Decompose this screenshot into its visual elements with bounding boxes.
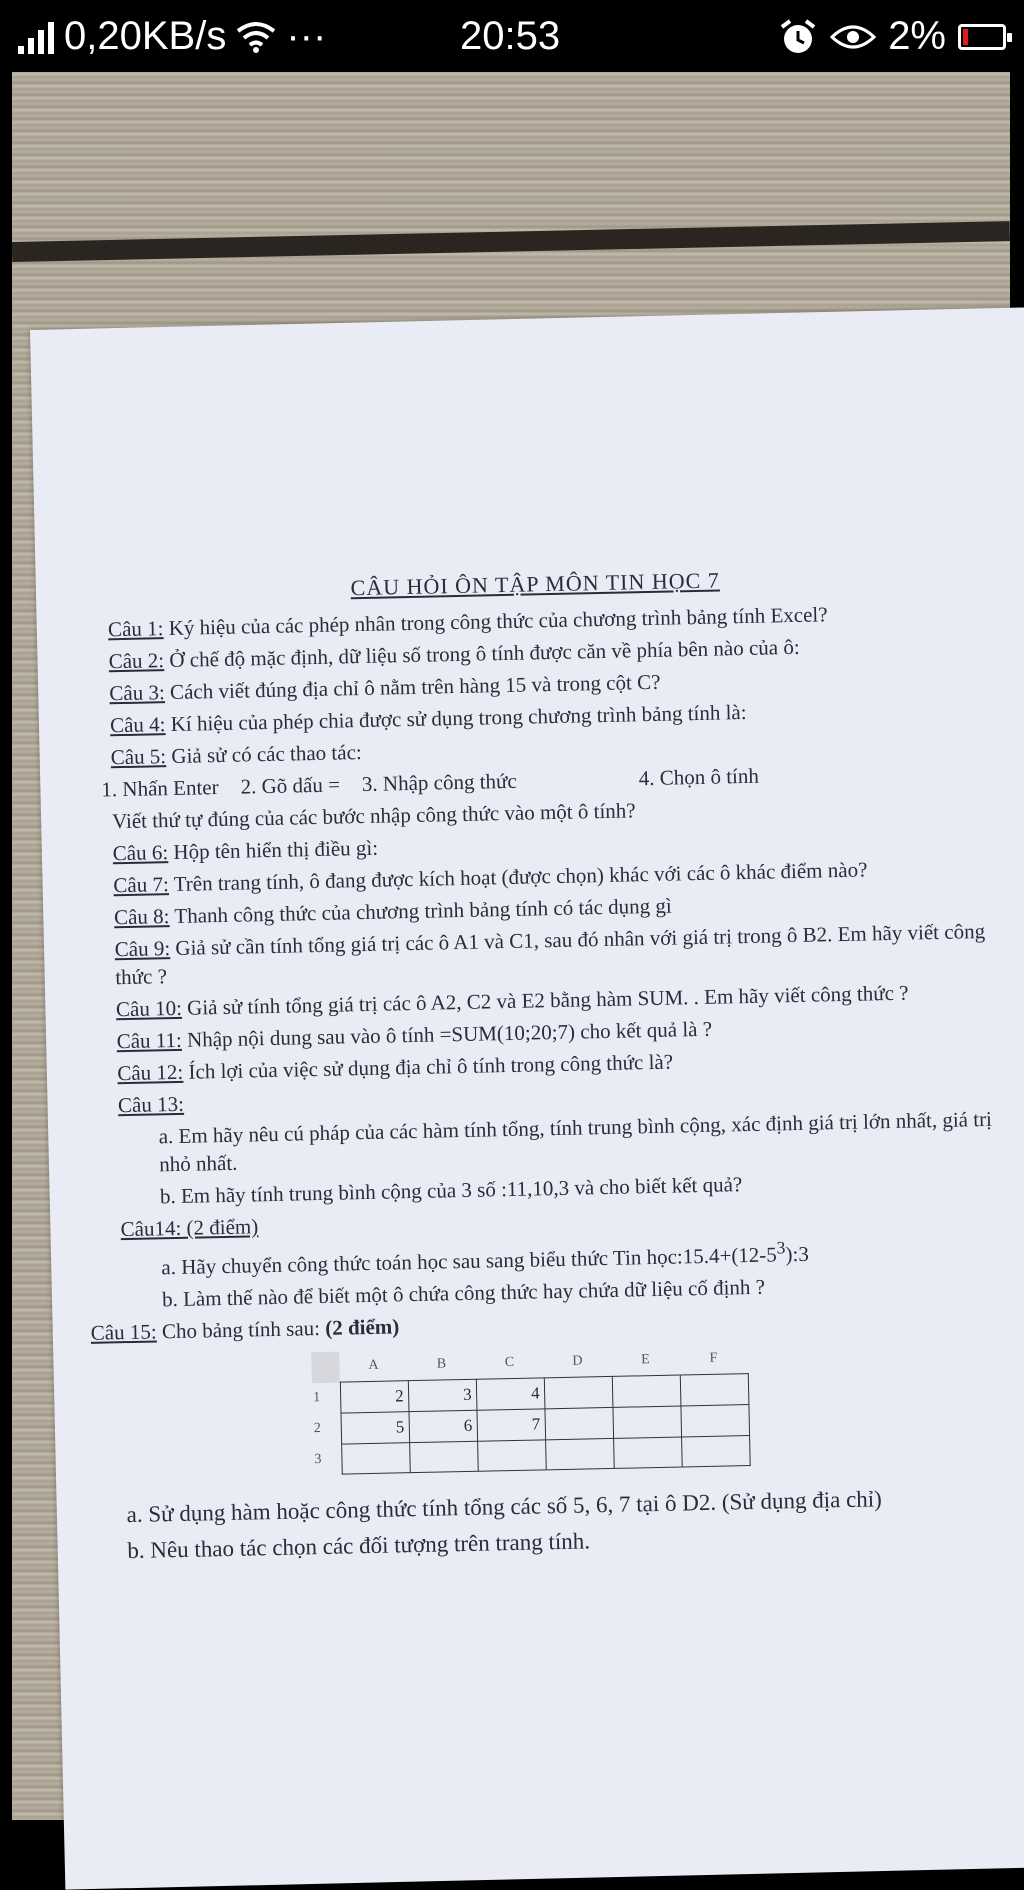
question-12: Câu 12: Ích lợi của việc sử dụng địa chỉ ô tính trong công thức là? bbox=[117, 1049, 674, 1086]
sheet-cell bbox=[681, 1436, 750, 1467]
sheet-cell bbox=[680, 1405, 749, 1437]
question-10: Câu 10: Giả sử tính tổng giá trị các ô A2, C2 và E2 bằng hàm SUM. . Em hãy viết công thức ? bbox=[115, 980, 909, 1022]
sheet-cell: 3 bbox=[408, 1379, 477, 1411]
question-11: Câu 11: Nhập nội dung sau vào ô tính =SUM(10;20;7) cho kết quả là ? bbox=[116, 1016, 713, 1054]
row-header: 2 bbox=[313, 1421, 321, 1437]
sheet-cell bbox=[612, 1406, 681, 1438]
clock: 20:53 bbox=[460, 14, 561, 58]
row-header: 1 bbox=[313, 1390, 321, 1406]
col-header: D bbox=[572, 1353, 583, 1369]
question-8: Câu 8: Thanh công thức của chương trình bảng tính có tác dụng gì bbox=[113, 893, 672, 930]
sheet-corner bbox=[311, 1352, 340, 1383]
sheet-cell bbox=[544, 1407, 613, 1439]
sheet-cell bbox=[612, 1375, 681, 1407]
col-header: C bbox=[504, 1354, 515, 1371]
battery-icon bbox=[958, 24, 1006, 50]
question-14b: b. Làm thế nào để biết một ô chứa công thức hay chứa dữ liệu cố định ? bbox=[161, 1274, 766, 1312]
wood-plank-gap bbox=[12, 221, 1010, 262]
sheet-cell: 6 bbox=[408, 1410, 477, 1442]
col-header: B bbox=[436, 1356, 447, 1372]
step-3: 3. Nhập công thức bbox=[361, 768, 517, 797]
sheet-cell: 2 bbox=[340, 1381, 409, 1413]
doc-title: CÂU HỎI ÔN TẬP MÔN TIN HỌC 7 bbox=[350, 567, 721, 601]
question-13b: b. Em hãy tính trung bình cộng của 3 số :11,10,3 và cho biết kết quả? bbox=[159, 1172, 743, 1209]
network-speed: 0,20KB/s bbox=[64, 14, 227, 58]
question-5: Câu 5: Giả sử có các thao tác: bbox=[110, 740, 362, 770]
question-15b: b. Nêu thao tác chọn các đối tượng trên trang tính. bbox=[127, 1528, 591, 1564]
question-13a: a. Em hãy nêu cú pháp của các hàm tính tổng, tính trung bình cộng, xác định giá trị lớn nhất, giá trị nhỏ nhất. bbox=[158, 1106, 993, 1177]
sheet-cell bbox=[544, 1376, 613, 1408]
sheet-cell: 7 bbox=[476, 1409, 545, 1441]
col-header: A bbox=[368, 1357, 379, 1374]
sheet-cell bbox=[613, 1437, 682, 1468]
document bbox=[75, 561, 1016, 1572]
question-15: Câu 15: Cho bảng tính sau: (2 điểm) bbox=[90, 1314, 400, 1345]
sheet-cell bbox=[545, 1438, 614, 1469]
sheet-cell: 5 bbox=[341, 1412, 410, 1444]
question-7: Câu 7: Trên trang tính, ô đang được kích hoạt (được chọn) khác với các ô khác điểm nào? bbox=[113, 857, 868, 898]
alarm-icon bbox=[778, 18, 818, 56]
step-1: 1. Nhấn Enter bbox=[101, 775, 219, 802]
question-4: Câu 4: Kí hiệu của phép chia được sử dụng trong chương trình bảng tính là: bbox=[109, 699, 747, 738]
sheet-cell bbox=[409, 1441, 478, 1472]
question-6: Câu 6: Hộp tên hiển thị điều gì: bbox=[112, 835, 379, 866]
question-9: Câu 9: Giả sử cần tính tổng giá trị các ô A1 và C1, sau đó nhân với giá trị trong ô B2. Em hãy viết công thức ? bbox=[114, 919, 986, 990]
question-1: Câu 1: Ký hiệu của các phép nhân trong công thức của chương trình bảng tính Excel? bbox=[107, 602, 828, 642]
spreadsheet-table bbox=[311, 1343, 750, 1475]
step-2: 2. Gõ dấu = bbox=[240, 772, 341, 799]
more-indicator: ··· bbox=[286, 14, 327, 58]
wifi-icon bbox=[236, 21, 276, 53]
signal-icon bbox=[18, 20, 54, 54]
question-5-prompt: Viết thứ tự đúng của các bước nhập công thức vào một ô tính? bbox=[111, 798, 636, 834]
row-header: 3 bbox=[314, 1451, 322, 1467]
sheet-cell bbox=[477, 1440, 546, 1471]
step-4: 4. Chọn ô tính bbox=[638, 763, 760, 791]
question-13: Câu 13: bbox=[117, 1091, 185, 1118]
question-14a: a. Hãy chuyển công thức toán học sau sang biểu thức Tin $học:15.4+(12-5^3):3$ bbox=[161, 1237, 810, 1280]
sheet-cell bbox=[680, 1374, 749, 1406]
question-2: Câu 2: Ở chế độ mặc định, dữ liệu số trong ô tính được căn về phía bên nào của ô: bbox=[108, 634, 800, 674]
battery-percent: 2% bbox=[888, 14, 946, 58]
question-15a: a. Sử dụng hàm hoặc công thức tính tổng các số 5, 6, 7 tại ô D2. (Sử dụng địa chỉ) bbox=[126, 1486, 883, 1528]
sheet-cell bbox=[341, 1443, 410, 1474]
eye-icon bbox=[830, 23, 876, 51]
col-header: F bbox=[709, 1350, 718, 1366]
status-bar bbox=[0, 0, 1024, 70]
sheet-cell: 4 bbox=[476, 1378, 545, 1410]
question-14: Câu14: (2 điểm) bbox=[120, 1214, 259, 1242]
col-header: E bbox=[641, 1352, 650, 1368]
question-3: Câu 3: Cách viết đúng địa chỉ ô nằm trên hàng 15 và trong cột C? bbox=[109, 669, 661, 706]
